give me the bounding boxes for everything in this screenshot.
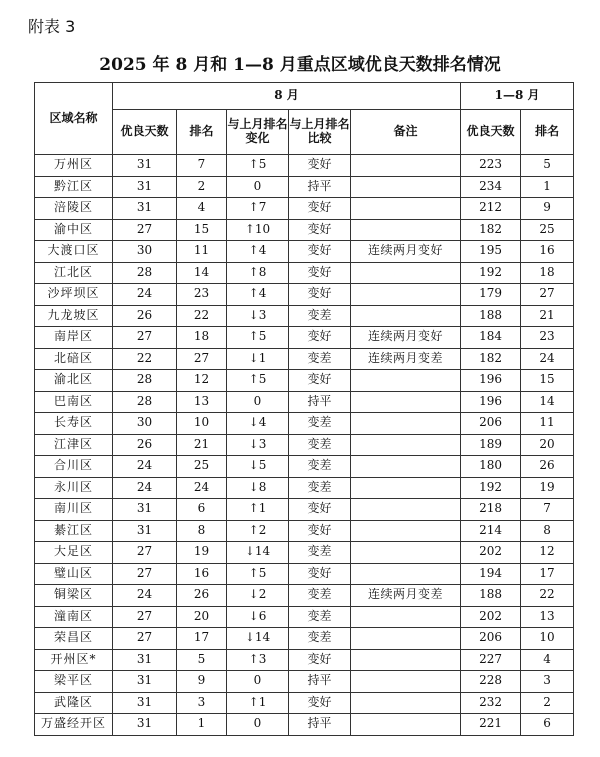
rank-compare-cell: 变好: [289, 499, 351, 521]
rank-change-cell: ↓6: [227, 606, 289, 628]
ytd-rank-cell: 2: [521, 692, 574, 714]
rank-cell: 4: [177, 198, 227, 220]
note-cell: [351, 370, 461, 392]
rank-change-cell: ↑8: [227, 262, 289, 284]
rank-change-cell: ↓14: [227, 542, 289, 564]
good-days-cell: 31: [113, 198, 177, 220]
note-cell: [351, 391, 461, 413]
region-cell: 黔江区: [35, 176, 113, 198]
rank-change-cell: ↑5: [227, 563, 289, 585]
ytd-rank-cell: 1: [521, 176, 574, 198]
rank-compare-cell: 变差: [289, 542, 351, 564]
note-cell: [351, 671, 461, 693]
ytd-rank-cell: 18: [521, 262, 574, 284]
ytd-rank-cell: 12: [521, 542, 574, 564]
note-cell: [351, 434, 461, 456]
table-row: [35, 176, 574, 198]
good-days-cell: 31: [113, 176, 177, 198]
rank-change-cell: ↑1: [227, 692, 289, 714]
rank-cell: 15: [177, 219, 227, 241]
region-cell: 潼南区: [35, 606, 113, 628]
rank-compare-cell: 持平: [289, 391, 351, 413]
rank-cell: 3: [177, 692, 227, 714]
region-cell: 武隆区: [35, 692, 113, 714]
ytd-good-days-cell: 202: [461, 606, 521, 628]
rank-cell: 5: [177, 649, 227, 671]
table-row: [35, 671, 574, 693]
ytd-good-days-cell: 188: [461, 305, 521, 327]
ranking-table: [34, 82, 574, 736]
ytd-good-days-cell: 196: [461, 391, 521, 413]
ytd-good-days-cell: 218: [461, 499, 521, 521]
table-row: [35, 606, 574, 628]
rank-cell: 24: [177, 477, 227, 499]
rank-compare-cell: 持平: [289, 714, 351, 736]
table-row: [35, 434, 574, 456]
good-days-cell: 31: [113, 671, 177, 693]
ytd-rank-cell: 7: [521, 499, 574, 521]
rank-change-cell: ↑10: [227, 219, 289, 241]
rank-cell: 26: [177, 585, 227, 607]
ytd-rank-cell: 11: [521, 413, 574, 435]
header-ytd-good-days: 优良天数: [461, 110, 521, 155]
rank-compare-cell: 变好: [289, 219, 351, 241]
table-row: [35, 628, 574, 650]
note-cell: [351, 628, 461, 650]
good-days-cell: 30: [113, 413, 177, 435]
region-cell: 南岸区: [35, 327, 113, 349]
good-days-cell: 28: [113, 262, 177, 284]
rank-compare-cell: 变好: [289, 370, 351, 392]
good-days-cell: 27: [113, 563, 177, 585]
ytd-good-days-cell: 182: [461, 219, 521, 241]
good-days-cell: 24: [113, 284, 177, 306]
region-cell: 开州区*: [35, 649, 113, 671]
rank-compare-cell: 变好: [289, 262, 351, 284]
good-days-cell: 30: [113, 241, 177, 263]
note-cell: [351, 563, 461, 585]
region-cell: 合川区: [35, 456, 113, 478]
ytd-good-days-cell: 180: [461, 456, 521, 478]
note-cell: [351, 520, 461, 542]
table-row: [35, 520, 574, 542]
rank-compare-cell: 变好: [289, 649, 351, 671]
good-days-cell: 31: [113, 499, 177, 521]
ytd-good-days-cell: 212: [461, 198, 521, 220]
ytd-rank-cell: 27: [521, 284, 574, 306]
rank-compare-cell: 变差: [289, 348, 351, 370]
rank-change-cell: 0: [227, 714, 289, 736]
note-cell: [351, 456, 461, 478]
ytd-rank-cell: 15: [521, 370, 574, 392]
good-days-cell: 27: [113, 327, 177, 349]
note-cell: 连续两月变好: [351, 327, 461, 349]
ytd-rank-cell: 4: [521, 649, 574, 671]
rank-compare-cell: 持平: [289, 176, 351, 198]
ytd-rank-cell: 20: [521, 434, 574, 456]
rank-change-cell: ↓8: [227, 477, 289, 499]
note-cell: [351, 692, 461, 714]
region-cell: 渝中区: [35, 219, 113, 241]
region-cell: 璧山区: [35, 563, 113, 585]
rank-compare-cell: 变好: [289, 327, 351, 349]
ytd-rank-cell: 9: [521, 198, 574, 220]
ytd-good-days-cell: 234: [461, 176, 521, 198]
ytd-good-days-cell: 206: [461, 628, 521, 650]
good-days-cell: 28: [113, 370, 177, 392]
rank-compare-cell: 变好: [289, 520, 351, 542]
header-ytd-rank: 排名: [521, 110, 574, 155]
ytd-rank-cell: 17: [521, 563, 574, 585]
rank-cell: 8: [177, 520, 227, 542]
ytd-rank-cell: 13: [521, 606, 574, 628]
ytd-rank-cell: 26: [521, 456, 574, 478]
region-cell: 荣昌区: [35, 628, 113, 650]
table-row: [35, 305, 574, 327]
good-days-cell: 28: [113, 391, 177, 413]
good-days-cell: 24: [113, 456, 177, 478]
note-cell: [351, 284, 461, 306]
header-ytd-group: 1—8 月: [461, 83, 574, 110]
rank-change-cell: ↓2: [227, 585, 289, 607]
table-row: [35, 413, 574, 435]
ytd-rank-cell: 6: [521, 714, 574, 736]
rank-change-cell: ↓4: [227, 413, 289, 435]
table-row: [35, 692, 574, 714]
rank-change-cell: ↑7: [227, 198, 289, 220]
rank-cell: 23: [177, 284, 227, 306]
ytd-good-days-cell: 232: [461, 692, 521, 714]
ytd-good-days-cell: 192: [461, 477, 521, 499]
rank-change-cell: ↓5: [227, 456, 289, 478]
table-row: [35, 198, 574, 220]
ytd-good-days-cell: 221: [461, 714, 521, 736]
good-days-cell: 27: [113, 606, 177, 628]
region-cell: 涪陵区: [35, 198, 113, 220]
note-cell: [351, 542, 461, 564]
rank-change-cell: 0: [227, 176, 289, 198]
good-days-cell: 24: [113, 477, 177, 499]
rank-change-cell: ↓3: [227, 434, 289, 456]
rank-change-cell: ↓1: [227, 348, 289, 370]
ytd-rank-cell: 5: [521, 155, 574, 177]
ytd-rank-cell: 23: [521, 327, 574, 349]
ytd-good-days-cell: 227: [461, 649, 521, 671]
good-days-cell: 31: [113, 649, 177, 671]
note-cell: [351, 219, 461, 241]
rank-cell: 6: [177, 499, 227, 521]
ytd-good-days-cell: 179: [461, 284, 521, 306]
ytd-good-days-cell: 194: [461, 563, 521, 585]
note-cell: [351, 477, 461, 499]
region-cell: 长寿区: [35, 413, 113, 435]
rank-cell: 10: [177, 413, 227, 435]
table-row: [35, 391, 574, 413]
rank-cell: 11: [177, 241, 227, 263]
rank-compare-cell: 变差: [289, 305, 351, 327]
region-cell: 江北区: [35, 262, 113, 284]
rank-change-cell: ↑5: [227, 327, 289, 349]
region-cell: 大足区: [35, 542, 113, 564]
ytd-rank-cell: 24: [521, 348, 574, 370]
note-cell: 连续两月变好: [351, 241, 461, 263]
note-cell: [351, 198, 461, 220]
rank-cell: 9: [177, 671, 227, 693]
ytd-good-days-cell: 182: [461, 348, 521, 370]
good-days-cell: 31: [113, 155, 177, 177]
ytd-rank-cell: 22: [521, 585, 574, 607]
ytd-good-days-cell: 223: [461, 155, 521, 177]
note-cell: [351, 649, 461, 671]
table-row: [35, 370, 574, 392]
table-row: [35, 563, 574, 585]
ytd-rank-cell: 16: [521, 241, 574, 263]
region-cell: 铜梁区: [35, 585, 113, 607]
ytd-rank-cell: 3: [521, 671, 574, 693]
ytd-rank-cell: 14: [521, 391, 574, 413]
table-row: [35, 649, 574, 671]
good-days-cell: 27: [113, 628, 177, 650]
rank-compare-cell: 持平: [289, 671, 351, 693]
table-row: [35, 499, 574, 521]
rank-change-cell: ↑5: [227, 370, 289, 392]
rank-cell: 18: [177, 327, 227, 349]
rank-cell: 13: [177, 391, 227, 413]
rank-compare-cell: 变好: [289, 198, 351, 220]
ytd-good-days-cell: 188: [461, 585, 521, 607]
good-days-cell: 31: [113, 692, 177, 714]
ytd-good-days-cell: 189: [461, 434, 521, 456]
region-cell: 梁平区: [35, 671, 113, 693]
ytd-rank-cell: 21: [521, 305, 574, 327]
rank-cell: 20: [177, 606, 227, 628]
header-region: 区域名称: [35, 83, 113, 155]
region-cell: 九龙坡区: [35, 305, 113, 327]
ytd-good-days-cell: 206: [461, 413, 521, 435]
rank-cell: 17: [177, 628, 227, 650]
rank-compare-cell: 变差: [289, 606, 351, 628]
rank-cell: 1: [177, 714, 227, 736]
good-days-cell: 26: [113, 434, 177, 456]
ytd-good-days-cell: 196: [461, 370, 521, 392]
rank-compare-cell: 变好: [289, 241, 351, 263]
region-cell: 江津区: [35, 434, 113, 456]
ytd-good-days-cell: 202: [461, 542, 521, 564]
rank-change-cell: ↑4: [227, 284, 289, 306]
table-row: [35, 241, 574, 263]
header-rank: 排名: [177, 110, 227, 155]
good-days-cell: 27: [113, 219, 177, 241]
table-row: [35, 219, 574, 241]
ytd-rank-cell: 19: [521, 477, 574, 499]
table-row: [35, 262, 574, 284]
rank-compare-cell: 变差: [289, 628, 351, 650]
rank-compare-cell: 变差: [289, 434, 351, 456]
rank-cell: 7: [177, 155, 227, 177]
note-cell: [351, 176, 461, 198]
ytd-good-days-cell: 184: [461, 327, 521, 349]
rank-cell: 19: [177, 542, 227, 564]
rank-compare-cell: 变好: [289, 155, 351, 177]
good-days-cell: 31: [113, 714, 177, 736]
rank-cell: 2: [177, 176, 227, 198]
ytd-good-days-cell: 192: [461, 262, 521, 284]
rank-cell: 21: [177, 434, 227, 456]
header-aug-group: 8 月: [113, 83, 461, 110]
region-cell: 巴南区: [35, 391, 113, 413]
rank-change-cell: 0: [227, 391, 289, 413]
rank-compare-cell: 变差: [289, 585, 351, 607]
ytd-rank-cell: 25: [521, 219, 574, 241]
good-days-cell: 27: [113, 542, 177, 564]
ytd-good-days-cell: 195: [461, 241, 521, 263]
note-cell: 连续两月变差: [351, 585, 461, 607]
note-cell: [351, 262, 461, 284]
rank-change-cell: ↓3: [227, 305, 289, 327]
region-cell: 沙坪坝区: [35, 284, 113, 306]
header-rank-compare: 与上月排名比较: [289, 110, 351, 155]
header-note: 备注: [351, 110, 461, 155]
table-row: [35, 348, 574, 370]
region-cell: 大渡口区: [35, 241, 113, 263]
region-cell: 渝北区: [35, 370, 113, 392]
note-cell: [351, 499, 461, 521]
region-cell: 永川区: [35, 477, 113, 499]
header-rank-change: 与上月排名变化: [227, 110, 289, 155]
region-cell: 南川区: [35, 499, 113, 521]
ytd-rank-cell: 8: [521, 520, 574, 542]
table-row: [35, 477, 574, 499]
good-days-cell: 26: [113, 305, 177, 327]
region-cell: 万州区: [35, 155, 113, 177]
ytd-good-days-cell: 214: [461, 520, 521, 542]
note-cell: [351, 155, 461, 177]
page-title: 2025 年 8 月和 1—8 月重点区域优良天数排名情况: [99, 55, 501, 75]
note-cell: [351, 714, 461, 736]
rank-change-cell: ↑2: [227, 520, 289, 542]
rank-cell: 27: [177, 348, 227, 370]
ytd-good-days-cell: 228: [461, 671, 521, 693]
good-days-cell: 31: [113, 520, 177, 542]
rank-change-cell: ↑1: [227, 499, 289, 521]
table-row: [35, 585, 574, 607]
good-days-cell: 22: [113, 348, 177, 370]
good-days-cell: 24: [113, 585, 177, 607]
rank-change-cell: ↑3: [227, 649, 289, 671]
region-cell: 綦江区: [35, 520, 113, 542]
rank-compare-cell: 变差: [289, 456, 351, 478]
region-cell: 万盛经开区: [35, 714, 113, 736]
rank-cell: 12: [177, 370, 227, 392]
appendix-label: 附表 3: [28, 17, 76, 36]
note-cell: [351, 606, 461, 628]
rank-change-cell: ↑5: [227, 155, 289, 177]
rank-compare-cell: 变差: [289, 413, 351, 435]
note-cell: [351, 305, 461, 327]
rank-compare-cell: 变好: [289, 284, 351, 306]
table-row: [35, 284, 574, 306]
table-row: [35, 155, 574, 177]
rank-compare-cell: 变好: [289, 563, 351, 585]
rank-cell: 25: [177, 456, 227, 478]
rank-change-cell: ↑4: [227, 241, 289, 263]
note-cell: [351, 413, 461, 435]
region-cell: 北碚区: [35, 348, 113, 370]
ytd-rank-cell: 10: [521, 628, 574, 650]
table-body: [35, 155, 574, 736]
rank-cell: 14: [177, 262, 227, 284]
note-cell: 连续两月变差: [351, 348, 461, 370]
rank-compare-cell: 变差: [289, 477, 351, 499]
rank-cell: 16: [177, 563, 227, 585]
rank-change-cell: ↓14: [227, 628, 289, 650]
table-row: [35, 456, 574, 478]
rank-compare-cell: 变好: [289, 692, 351, 714]
table-row: [35, 327, 574, 349]
table-row: [35, 542, 574, 564]
rank-cell: 22: [177, 305, 227, 327]
header-good-days: 优良天数: [113, 110, 177, 155]
table-row: [35, 714, 574, 736]
rank-change-cell: 0: [227, 671, 289, 693]
